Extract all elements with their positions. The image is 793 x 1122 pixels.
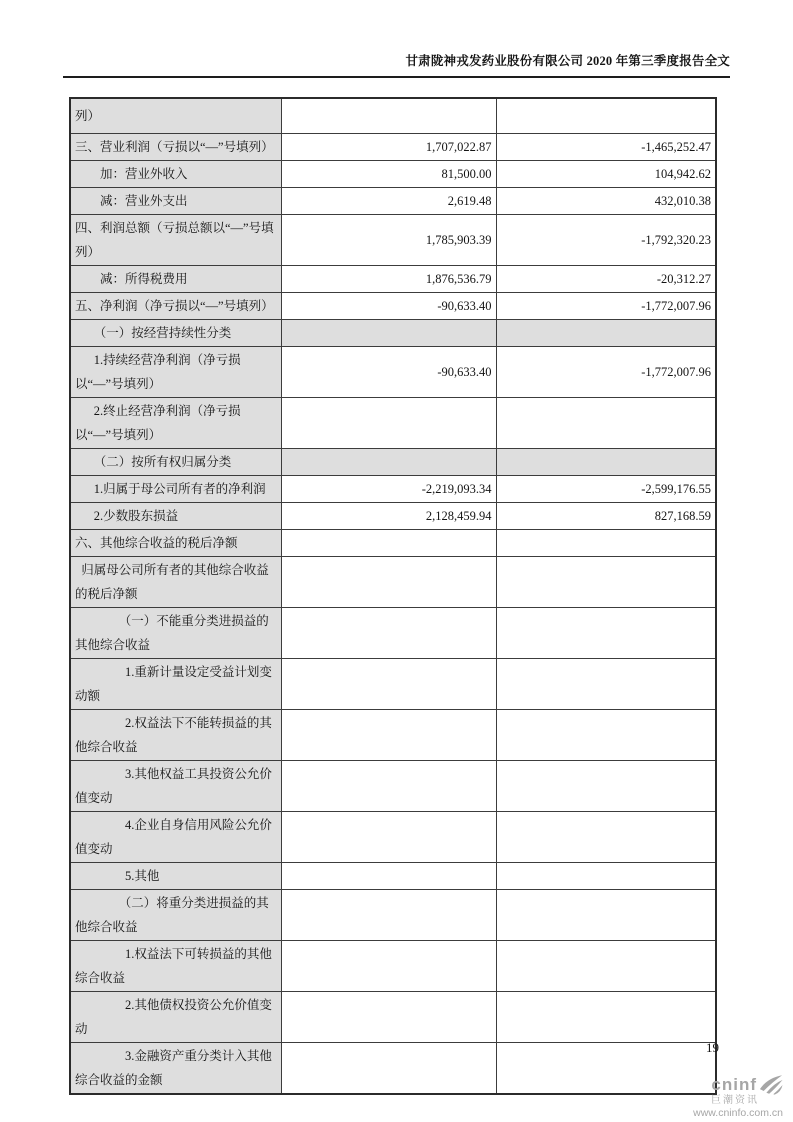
row-value-cell-current [281, 530, 496, 557]
table-row [70, 398, 716, 449]
row-label-cell: 加：营业外收入 [70, 161, 281, 188]
table-row [70, 863, 716, 890]
row-value-cell-prior [496, 320, 716, 347]
row-value-cell-current: 2,128,459.94 [281, 503, 496, 530]
table-row [70, 320, 716, 347]
row-value-cell-current: 2,619.48 [281, 188, 496, 215]
row-value-cell-prior [496, 608, 716, 659]
row-label-cell: 2.终止经营净利润（净亏损以“—”号填列） [70, 398, 281, 449]
row-label-cell: 减：营业外支出 [70, 188, 281, 215]
row-value-cell-current: 81,500.00 [281, 161, 496, 188]
table-row [70, 941, 716, 992]
row-value-cell-prior [496, 98, 716, 134]
table-row [70, 890, 716, 941]
cninfo-logo-top [673, 1074, 783, 1095]
row-value-cell-prior [496, 941, 716, 992]
table-row [70, 293, 716, 320]
table-row [70, 98, 716, 134]
row-label-cell: 六、其他综合收益的税后净额 [70, 530, 281, 557]
table-row [70, 812, 716, 863]
row-label-cell: 2.少数股东损益 [70, 503, 281, 530]
row-value-cell-prior: -20,312.27 [496, 266, 716, 293]
row-value-cell-prior: -1,772,007.96 [496, 347, 716, 398]
table-row [70, 761, 716, 812]
row-value-cell-current: 1,876,536.79 [281, 266, 496, 293]
row-label-cell: 四、利润总额（亏损总额以“—”号填列） [70, 215, 281, 266]
row-value-cell-current: -2,219,093.34 [281, 476, 496, 503]
row-value-cell-prior [496, 812, 716, 863]
row-value-cell-current [281, 659, 496, 710]
row-value-cell-prior: 827,168.59 [496, 503, 716, 530]
row-value-cell-prior [496, 761, 716, 812]
row-label-cell: 2.其他债权投资公允价值变动 [70, 992, 281, 1043]
row-label-cell: （二）按所有权归属分类 [70, 449, 281, 476]
row-label-cell: 1.持续经营净利润（净亏损以“—”号填列） [70, 347, 281, 398]
page-header [63, 51, 730, 78]
cninfo-chinese-name: 巨潮资讯 [711, 1095, 759, 1106]
row-label-cell: （一）不能重分类进损益的其他综合收益 [70, 608, 281, 659]
row-value-cell-prior: -2,599,176.55 [496, 476, 716, 503]
row-label-cell: 3.金融资产重分类计入其他综合收益的金额 [70, 1043, 281, 1095]
row-value-cell-current: -90,633.40 [281, 347, 496, 398]
row-value-cell-current [281, 992, 496, 1043]
row-value-cell-prior: 432,010.38 [496, 188, 716, 215]
table-row [70, 1043, 716, 1095]
row-value-cell-current [281, 98, 496, 134]
table-row [70, 215, 716, 266]
row-value-cell-prior [496, 449, 716, 476]
cninfo-brand-text: cninf [711, 1075, 757, 1094]
table-row [70, 347, 716, 398]
row-value-cell-current [281, 449, 496, 476]
row-label-cell: 减：所得税费用 [70, 266, 281, 293]
page-number: 19 [706, 1040, 719, 1055]
row-value-cell-prior [496, 863, 716, 890]
row-value-cell-prior [496, 890, 716, 941]
table-row [70, 608, 716, 659]
row-value-cell-current [281, 557, 496, 608]
row-label-cell: 4.企业自身信用风险公允价值变动 [70, 812, 281, 863]
row-value-cell-prior [496, 659, 716, 710]
income-statement-table [69, 97, 717, 1095]
row-value-cell-current [281, 941, 496, 992]
row-value-cell-prior [496, 557, 716, 608]
row-label-cell: 三、营业利润（亏损以“—”号填列） [70, 134, 281, 161]
table-row [70, 134, 716, 161]
row-value-cell-current [281, 710, 496, 761]
cninfo-swirl-icon [759, 1074, 783, 1095]
row-label-cell: 5.其他 [70, 863, 281, 890]
row-value-cell-current [281, 398, 496, 449]
report-title: 甘肃陇神戎发药业股份有限公司 2020 年第三季度报告全文 [405, 54, 730, 68]
row-value-cell-current [281, 608, 496, 659]
row-value-cell-current [281, 1043, 496, 1095]
row-value-cell-current [281, 761, 496, 812]
row-label-cell: 3.其他权益工具投资公允价值变动 [70, 761, 281, 812]
row-value-cell-prior [496, 530, 716, 557]
table-row [70, 188, 716, 215]
row-value-cell-prior [496, 992, 716, 1043]
table-row [70, 161, 716, 188]
row-value-cell-prior: 104,942.62 [496, 161, 716, 188]
row-value-cell-current: -90,633.40 [281, 293, 496, 320]
row-value-cell-prior: -1,465,252.47 [496, 134, 716, 161]
row-value-cell-current [281, 812, 496, 863]
table-row [70, 266, 716, 293]
row-value-cell-prior: -1,792,320.23 [496, 215, 716, 266]
cninfo-url: www.cninfo.com.cn [693, 1107, 783, 1119]
row-label-cell: （一）按经营持续性分类 [70, 320, 281, 347]
row-label-cell: 1.权益法下可转损益的其他综合收益 [70, 941, 281, 992]
row-label-cell: 1.归属于母公司所有者的净利润 [70, 476, 281, 503]
cninfo-logo [673, 1074, 783, 1120]
row-value-cell-prior: -1,772,007.96 [496, 293, 716, 320]
table-row [70, 659, 716, 710]
row-label-cell: 1.重新计量设定受益计划变动额 [70, 659, 281, 710]
row-value-cell-prior [496, 398, 716, 449]
row-value-cell-current [281, 863, 496, 890]
row-value-cell-current [281, 890, 496, 941]
row-label-cell: 归属母公司所有者的其他综合收益的税后净额 [70, 557, 281, 608]
table-row [70, 530, 716, 557]
row-label-cell: 五、净利润（净亏损以“—”号填列） [70, 293, 281, 320]
row-label-cell: 2.权益法下不能转损益的其他综合收益 [70, 710, 281, 761]
row-label-cell: 列） [70, 98, 281, 134]
row-value-cell-current [281, 320, 496, 347]
table-row [70, 449, 716, 476]
row-value-cell-prior [496, 710, 716, 761]
row-value-cell-current: 1,707,022.87 [281, 134, 496, 161]
table-row [70, 992, 716, 1043]
row-value-cell-current: 1,785,903.39 [281, 215, 496, 266]
row-label-cell: （二）将重分类进损益的其他综合收益 [70, 890, 281, 941]
table-row [70, 503, 716, 530]
table-row [70, 476, 716, 503]
table-row [70, 557, 716, 608]
table-row [70, 710, 716, 761]
